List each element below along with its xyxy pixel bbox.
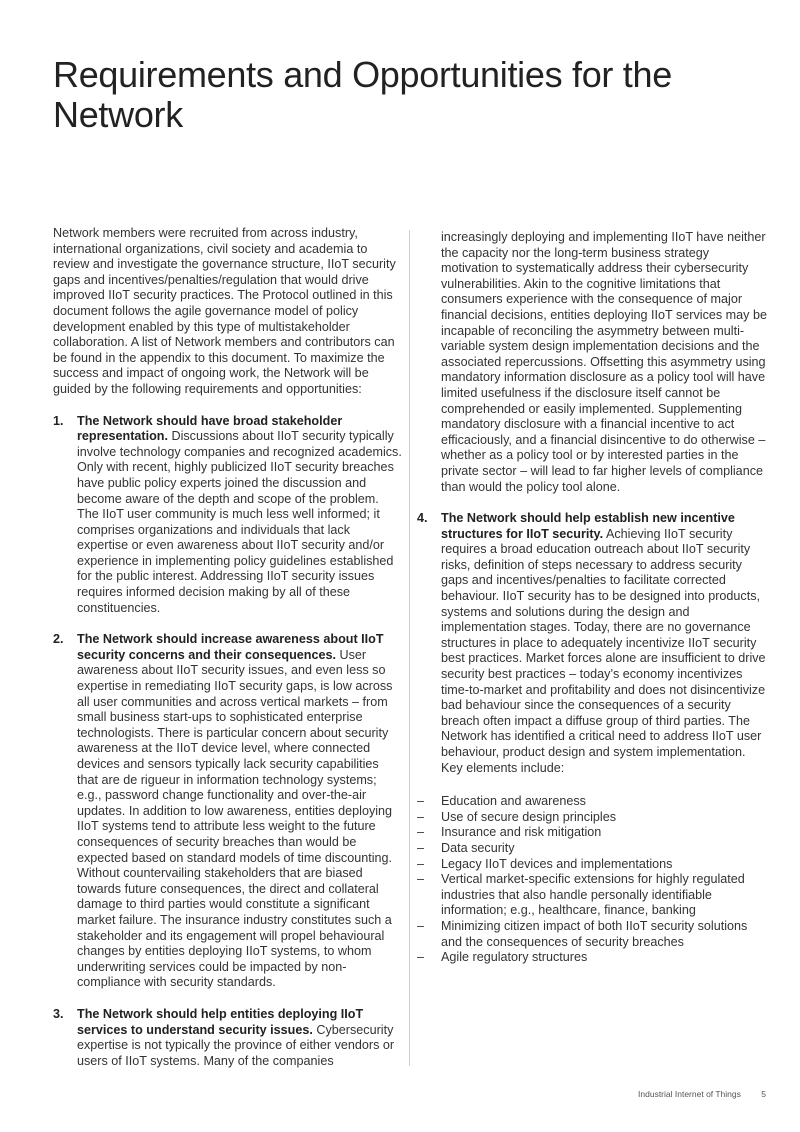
page-title: Requirements and Opportunities for the Network — [53, 54, 672, 135]
requirement-number: 1. — [53, 413, 64, 428]
dash-bullet: – — [417, 918, 425, 933]
dash-bullet: – — [417, 950, 425, 965]
requirement-3-continuation: increasingly deploying and implementing IIoT have neither the capacity nor the long-term business strategy motivation to systematically address their cybersecurity vulnerabilities. Akin to the cognitive limitations that consumers experience with the consequence of major financial decisions, entities deploying IIoT services may be incapable of reconciling the asymmetry between multi-variable system design implementation decisions and the associated repercussions. Offsetting this asymmetry using mandatory information disclosure as a policy tool will have limited usefulness if the disclosure itself cannot be comprehended or easily implemented. Supplementing mandatory disclosure with a financial incentive to act efficaciously, and a financial disincentive to do otherwise – whether as a policy tool or by interested parties in the private sector – will lead to far higher levels of compliance than would the policy tool alone. — [441, 230, 767, 494]
requirement-heading: The Network should help establish new incentive structures for IIoT security. — [441, 511, 735, 541]
list-item: – Legacy IIoT devices and implementations — [417, 856, 673, 871]
list-item: – Data security — [417, 840, 515, 855]
dash-bullet: – — [417, 856, 425, 871]
page-footer — [638, 1089, 766, 1099]
requirement-1 — [53, 414, 403, 617]
key-elements-list — [417, 794, 769, 966]
requirement-number: 3. — [53, 1006, 64, 1021]
requirement-heading: The Network should increase awareness about IIoT security concerns and their consequences. — [77, 632, 384, 662]
requirement-body: Discussions about IIoT security typically involve technology companies and recognized academics. Only with recent, highly publicized IIoT security breaches have public policy experts joined the discussion and become aware of the depth and scope of the problem. The IIoT user community is much less well informed; it comprises organizations and individuals that lack expertise or even awareness about IIoT security and/or experience in implementing policy guidelines established for the public interest. Addressing IIoT security issues requires informed decision making by all of these constituencies. — [77, 429, 402, 615]
requirement-4 — [417, 511, 769, 776]
column-divider — [409, 230, 410, 1066]
list-item: – Use of secure design principles — [417, 809, 617, 824]
list-item: – Vertical market-specific extensions for highly regulated industries that also handle personally identifiable information; e.g., healthcare, finance, banking — [417, 872, 745, 918]
dash-bullet: – — [417, 825, 425, 840]
page-number: 5 — [761, 1089, 766, 1099]
dash-bullet: – — [417, 872, 425, 887]
requirement-3 — [53, 1007, 403, 1069]
requirement-body: Achieving IIoT security requires a broad education outreach about IIoT security risks, definition of steps necessary to address security gaps and incentives/penalties to facilitate corrected behaviour. IIoT security has to be designed into products, systems and solutions during the design and implementation stages. Today, there are no governance structures in place to adequately incentivize IIoT security best practices. Market forces alone are insufficient to drive security best practices – today’s economy incentivizes time-to-market and profitability and does not disincentivize bad behaviour since the consequences of a security breach often impact a diffuse group of third parties. The Network has identified a critical need to address IIoT user behaviour, product design and system implementation. Key elements include: — [441, 526, 766, 775]
list-item: – Insurance and risk mitigation — [417, 825, 602, 840]
list-item: – Education and awareness — [417, 794, 586, 809]
requirement-body: Cybersecurity expertise is not typically the province of either vendors or users of IIoT systems. Many of the companies — [77, 1022, 395, 1068]
dash-bullet: – — [417, 809, 425, 824]
dash-bullet: – — [417, 794, 425, 809]
footer-label: Industrial Internet of Things — [638, 1089, 741, 1099]
requirement-number: 4. — [417, 511, 428, 526]
requirement-number: 2. — [53, 632, 64, 647]
list-item: – Agile regulatory structures — [417, 950, 588, 965]
requirement-body: User awareness about IIoT security issues, and even less so expertise in remediating IIoT security gaps, is low across all user communities and across vertical markets – from small business start-ups to sophisticated enterprise technologists. There is particular concern about security awareness at the IIoT device level, where connected devices and sensors typically lack security capabilities that are de rigueur in information technology systems; e.g., password change functionality and over-the-air updates. In addition to low awareness, entities deploying IIoT systems tend to attribute less weight to the future consequences of security breaches than would be expected based on standard models of time discounting. Without countervailing stakeholders that are biased towards future consequences, the direct and collateral damage to third parties would constitute a significant market failure. The insurance industry constitutes such a stakeholder and its engagement will propel behavioural changes by entities deploying IIoT systems, to whom underwriting services could be impacted by non-compliance with security standards. — [77, 647, 393, 990]
requirement-heading: The Network should help entities deploying IIoT services to understand security issues. — [77, 1006, 364, 1037]
requirement-heading: The Network should have broad stakeholder representation. — [77, 413, 343, 444]
left-column — [53, 226, 403, 1069]
requirement-2 — [53, 632, 403, 991]
intro-paragraph: Network members were recruited from across industry, international organizations, civil society and academia to review and investigate the governance structure, IIoT security gaps and incentives/penalties/regulation that would drive improved IIoT security practices. The Protocol outlined in this document follows the agile governance model of policy development enabled by this type of multistakeholder collaboration. A list of Network members and contributors can be found in the appendix to this document. To maximize the success and impact of ongoing work, the Network will be guided by the following requirements and opportunities: — [53, 226, 396, 396]
list-item: – Minimizing citizen impact of both IIoT security solutions and the consequences of security breaches — [417, 918, 748, 949]
right-column — [417, 230, 769, 966]
dash-bullet: – — [417, 840, 425, 855]
